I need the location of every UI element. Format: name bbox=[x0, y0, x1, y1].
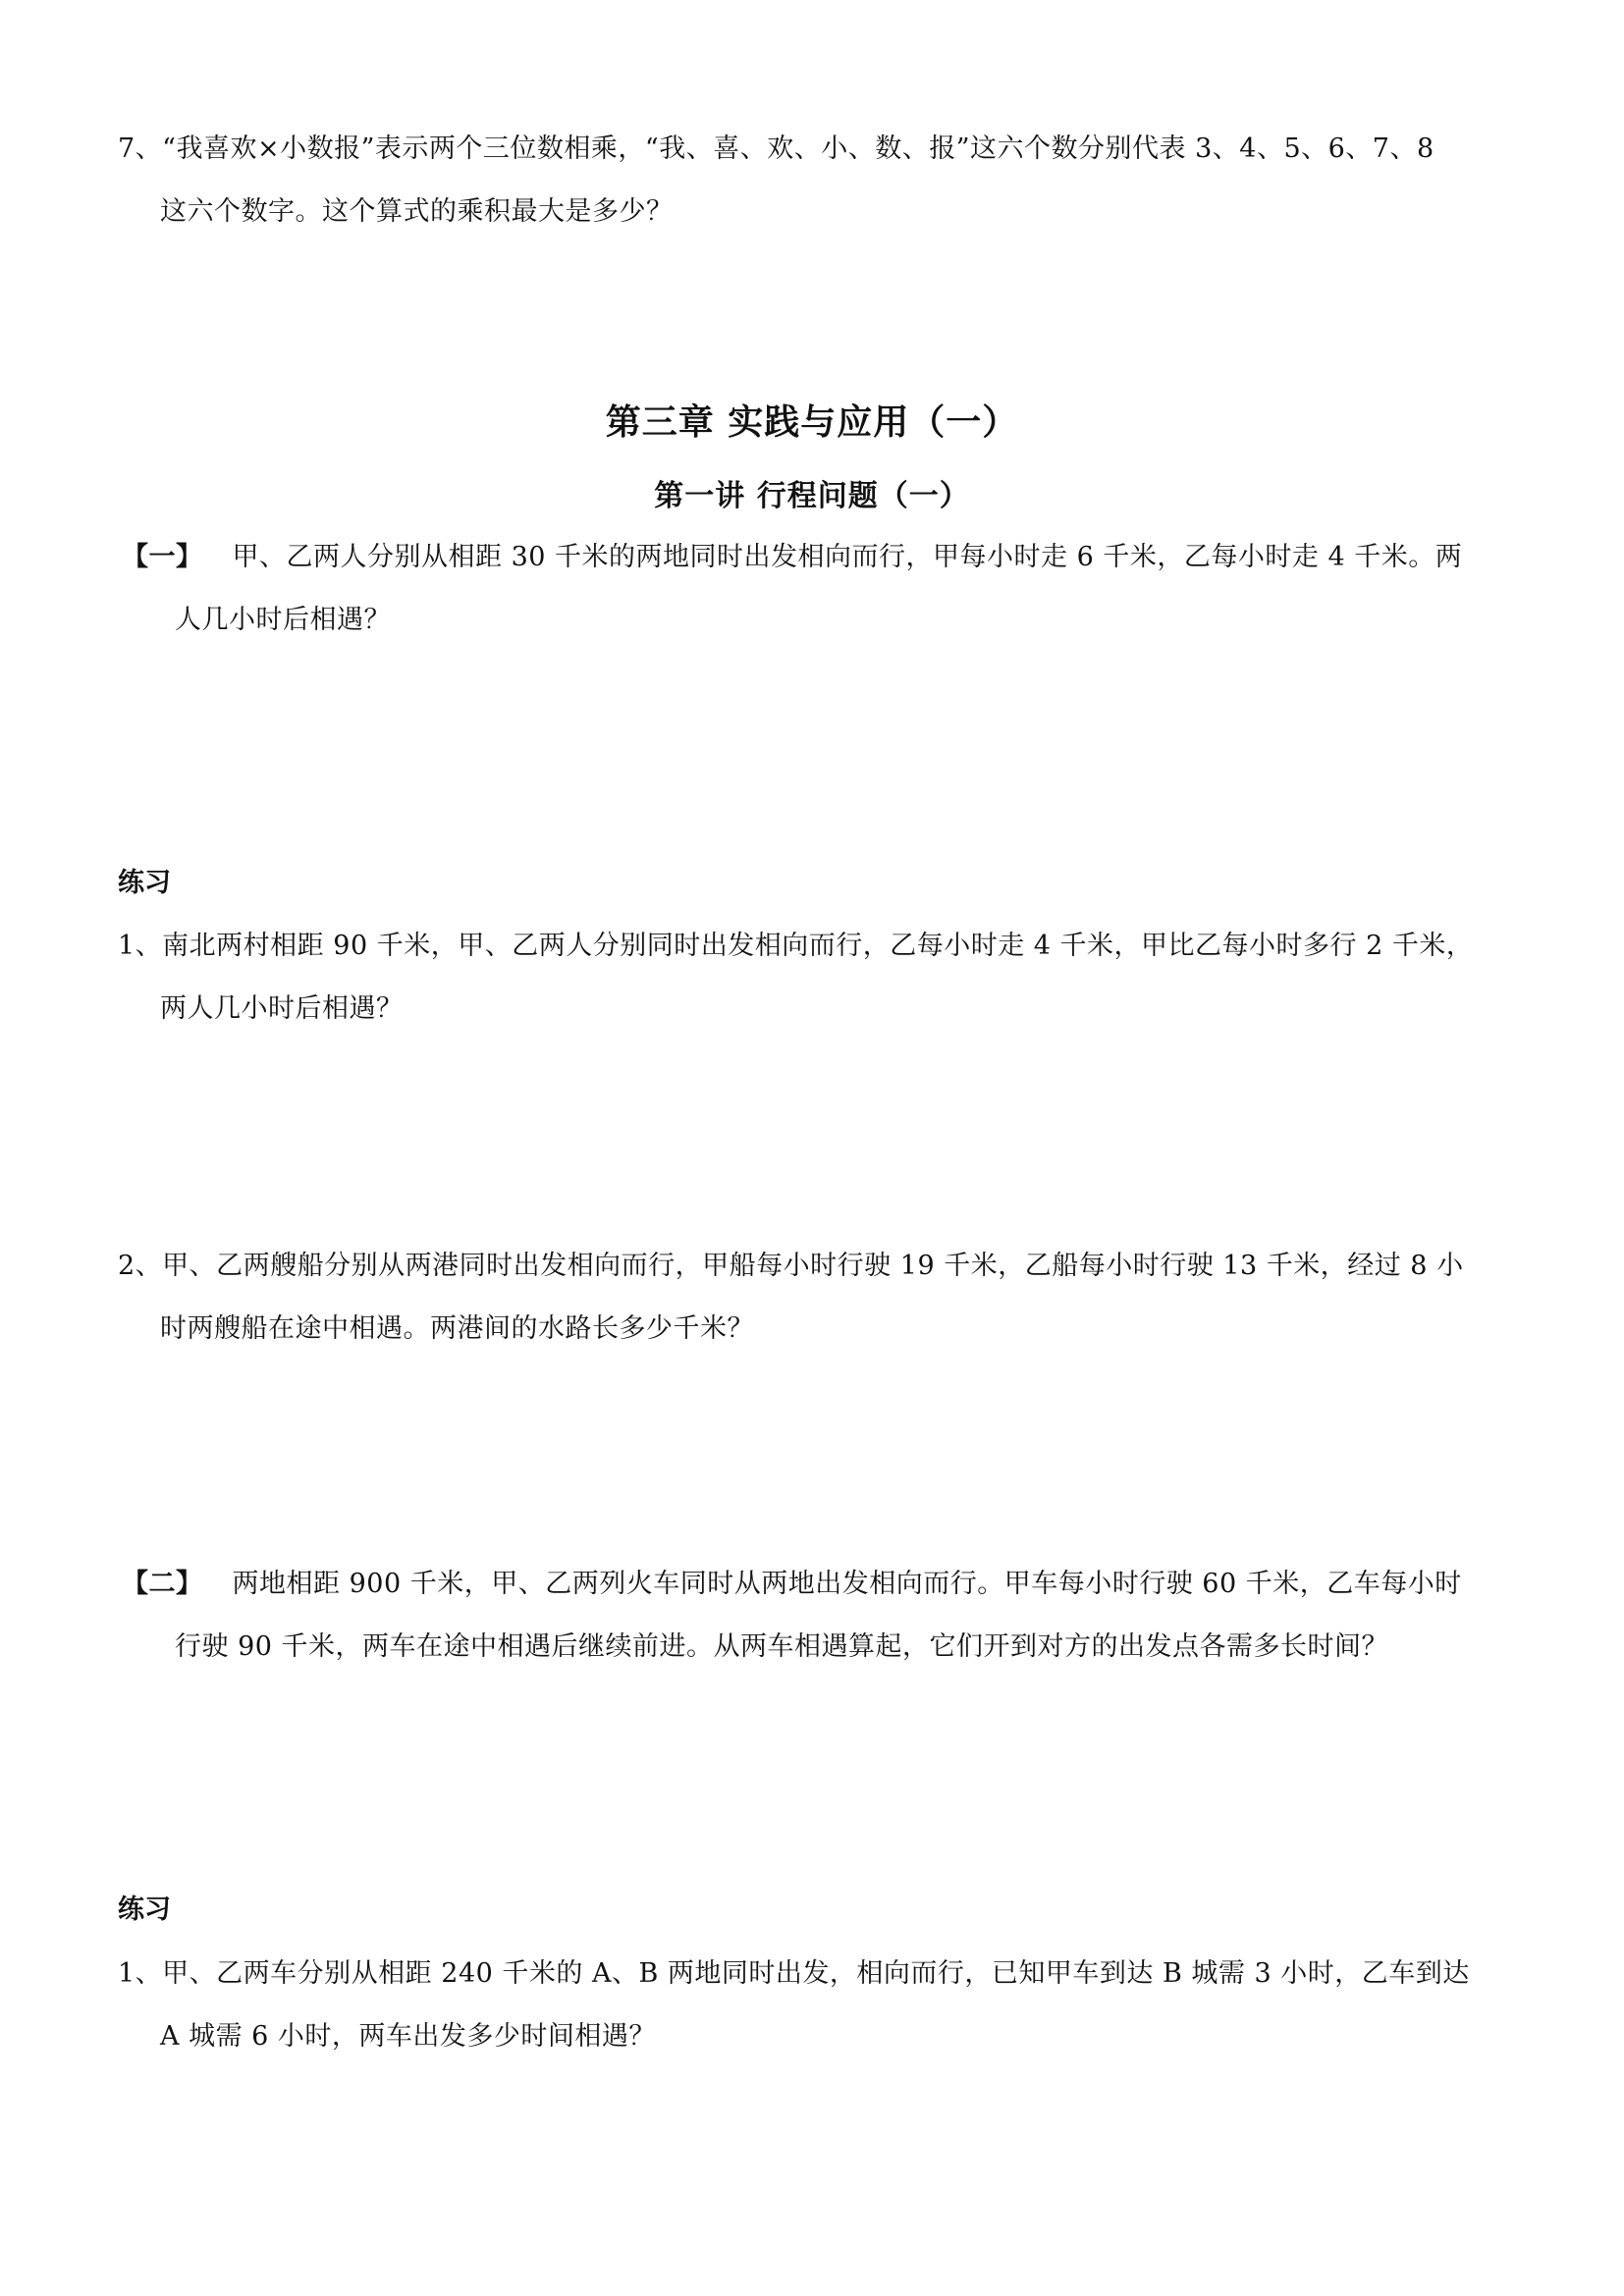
example-2-line-1 bbox=[122, 1567, 1462, 1602]
example-2-tag: 【二】 bbox=[122, 1569, 203, 1599]
practice-1-q1-line-1: 1、南北两村相距 90 千米，甲、乙两人分别同时出发相向而行，乙每小时走 4 千米，甲比乙每小时多行 2 千米， bbox=[118, 931, 1474, 961]
practice-2-q1-line-2: A 城需 6 小时，两车出发多少时间相遇？ bbox=[160, 2021, 656, 2052]
practice-1-q2-line-1: 2、甲、乙两艘船分别从两港同时出发相向而行，甲船每小时行驶 19 千米，乙船每小时行驶 13 千米，经过 8 小 bbox=[118, 1251, 1464, 1281]
practice-2-q1-line-1: 1、甲、乙两车分别从相距 240 千米的 A、B 两地同时出发，相向而行，已知甲车到达 B 城需 3 小时，乙车到达 bbox=[118, 1958, 1470, 1989]
practice-heading-2: 练习 bbox=[118, 1895, 171, 1925]
practice-heading-1: 练习 bbox=[118, 868, 171, 898]
example-2-text: 两地相距 900 千米，甲、乙两列火车同时从两地出发相向而行。甲车每小时行驶 60 千米，乙车每小时 bbox=[232, 1569, 1462, 1599]
example-1-tag: 【一】 bbox=[122, 542, 203, 572]
example-1-line-2: 人几小时后相遇？ bbox=[175, 605, 391, 635]
problem-7-line-2: 这六个数字。这个算式的乘积最大是多少？ bbox=[160, 196, 674, 227]
example-1-text: 甲、乙两人分别从相距 30 千米的两地同时出发相向而行，甲每小时走 6 千米，乙每小时走 4 千米。两 bbox=[232, 542, 1463, 572]
problem-7-line-1: 7、“我喜欢×小数报”表示两个三位数相乘，“我、喜、欢、小、数、报”这六个数分别代表 3、4、5、6、7、8 bbox=[118, 133, 1435, 164]
lecture-title: 第一讲 行程问题（一） bbox=[654, 479, 970, 513]
example-2-line-2: 行驶 90 千米，两车在途中相遇后继续前进。从两车相遇算起，它们开到对方的出发点各需多长时间？ bbox=[175, 1631, 1389, 1662]
practice-1-q1-line-2: 两人几小时后相遇？ bbox=[160, 993, 404, 1024]
chapter-title: 第三章 实践与应用（一） bbox=[605, 402, 1019, 443]
example-1-line-1 bbox=[122, 540, 1462, 575]
practice-1-q2-line-2: 时两艘船在途中相遇。两港间的水路长多少千米？ bbox=[160, 1313, 754, 1344]
